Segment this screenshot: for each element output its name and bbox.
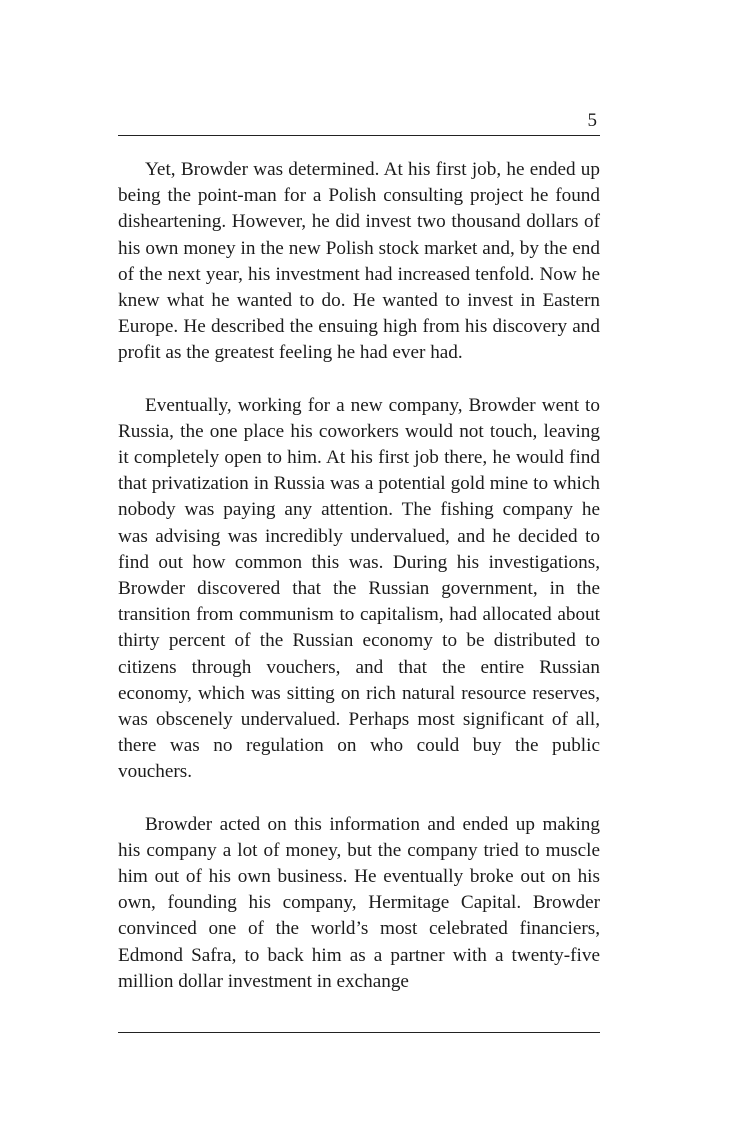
paragraph-3: Browder acted on this information and ended up making his company a lot of money, but the company tried to muscle him out of his own business. He eventually broke out on his own, founding his company, Hermitage Capital. Browder convinced one of the world’s most celebrated financiers, Edmond Safra, to back him as a partner with a twenty-five million dollar investment in exchange: [118, 813, 600, 992]
paragraph-2: Eventually, working for a new company, Browder went to Russia, the one place his coworkers would not touch, leaving it completely open to him. At his first job there, he would find that privatization in Russia was a potential gold mine to which nobody was paying any attention. The fishing company he was advising was incredibly undervalued, and he decided to find out how common this was. During his investigations, Browder discovered that the Russian government, in the transition from communism to capitalism, had allocated about thirty percent of the Russian economy to be distributed to citizens through vouchers, and that the entire Russian economy, which was sitting on rich natural resource reserves, was obscenely undervalued. Perhaps most significant of all, there was no regulation on who could buy the public vouchers.: [118, 394, 600, 783]
body-text: [118, 157, 600, 995]
footer-rule: [118, 1032, 600, 1033]
page-number: 5: [587, 110, 597, 131]
paragraph-1: Yet, Browder was determined. At his first job, he ended up being the point-man for a Polish consulting project he found disheartening. However, he did invest two thousand dollars of his own money in the new Polish stock market and, by the end of the next year, his investment had increased tenfold. Now he knew what he wanted to do. He wanted to invest in Eastern Europe. He described the ensuing high from his discovery and profit as the greatest feeling he had ever had.: [118, 159, 600, 364]
header-rule: [118, 135, 600, 136]
